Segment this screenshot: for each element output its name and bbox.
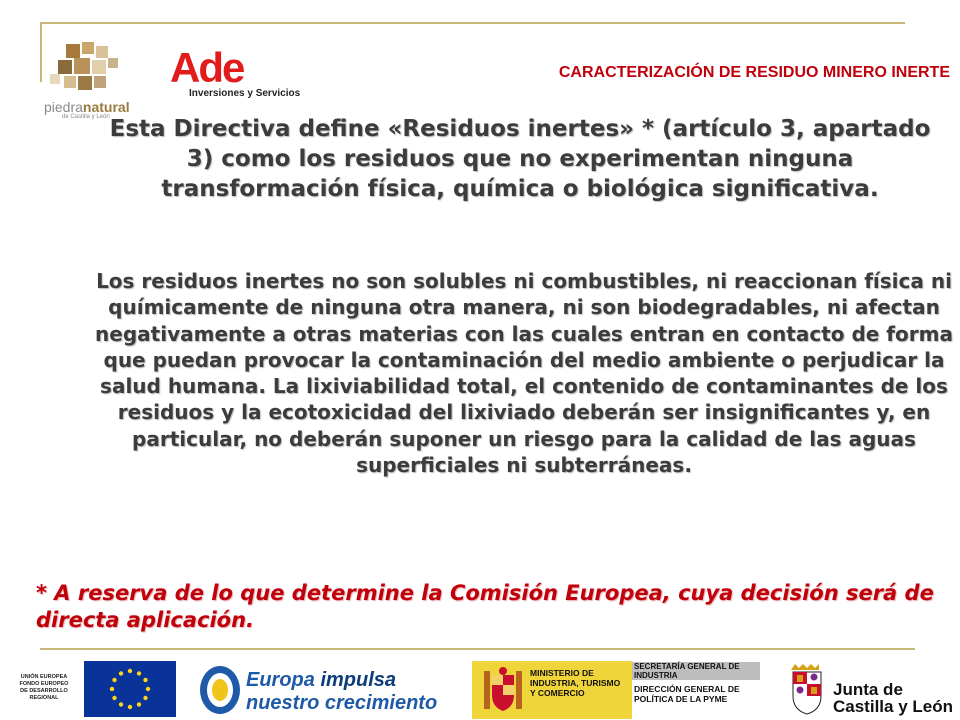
piedra-natural-suffix: natural [82,99,130,115]
secretaria-line-2: INDUSTRIA [634,670,678,680]
bottom-rule [40,648,915,650]
impulsa-word: impulsa [320,669,397,691]
direccion-line-1: DIRECCIÓN GENERAL DE [634,684,740,694]
ade-logo-subtitle: Inversiones y Servicios [189,88,301,99]
secretaria-text [634,663,740,680]
direccion-text [634,684,740,704]
junta-line-1: Junta de [833,680,903,699]
piedra-natural-wordmark [44,99,130,115]
eu-flag-icon [84,661,176,717]
ue-feder-label [12,674,76,702]
ue-line-4: REGIONAL [29,695,59,701]
europa-impulsa-line1 [246,669,396,692]
ue-line-2: FONDO EUROPEO [19,681,69,687]
left-rule [40,22,42,82]
spain-coat-of-arms-icon [480,665,526,715]
footnote: * A reserva de lo que determine la Comisión Europea, cuya decisión será de directa aplicación. [36,581,934,632]
ade-logo-wordmark: Ade [170,44,244,91]
europa-word: Europa [246,669,315,691]
ministerio-line-2: INDUSTRIA, TURISMO [530,678,621,688]
top-rule [40,22,905,24]
secretaria-line-1: SECRETARÍA GENERAL DE [634,662,740,671]
ue-line-1: UNIÓN EUROPEA [20,674,68,680]
slide-title: CARACTERIZACIÓN DE RESIDUO MINERO INERTE [558,64,950,81]
ministerio-line-3: Y COMERCIO [530,688,585,698]
europa-impulsa-line2: nuestro crecimiento [246,692,438,714]
ministerio-line-1: MINISTERIO DE [530,668,594,678]
piedra-natural-prefix: piedra [44,99,83,115]
piedra-natural-subtitle: de Castilla y León [62,114,110,120]
body-paragraph: Los residuos inertes no son solubles ni combustibles, ni reaccionan física ni químicamente de ninguna otra manera, ni son biodegradables, ni afectan negativamente a otras materias con las cuales entran en contacto de forma que puedan provocar la contaminación del medio ambiente o perjudicar la salud humana. La lixiviabilidad total, el contenido de contaminantes de los residuos y la ecotoxicidad del lixiviado deberán ser insignificantes y, en particular, no deberán suponer un riesgo para la calidad de las aguas superficiales ni subterráneas. [95,269,953,478]
castilla-leon-crest-icon [787,660,827,718]
direccion-line-2: POLÍTICA DE LA PYME [634,694,728,704]
intro-paragraph: Esta Directiva define «Residuos inertes» * (artículo 3, apartado 3) como los residuos que no experimentan ninguna transformación física, química o biológica significativa. [109,116,931,202]
ministerio-text [530,668,620,698]
ue-line-3: DE DESARROLLO [20,688,68,694]
junta-line-2: Castilla y León [833,697,953,716]
